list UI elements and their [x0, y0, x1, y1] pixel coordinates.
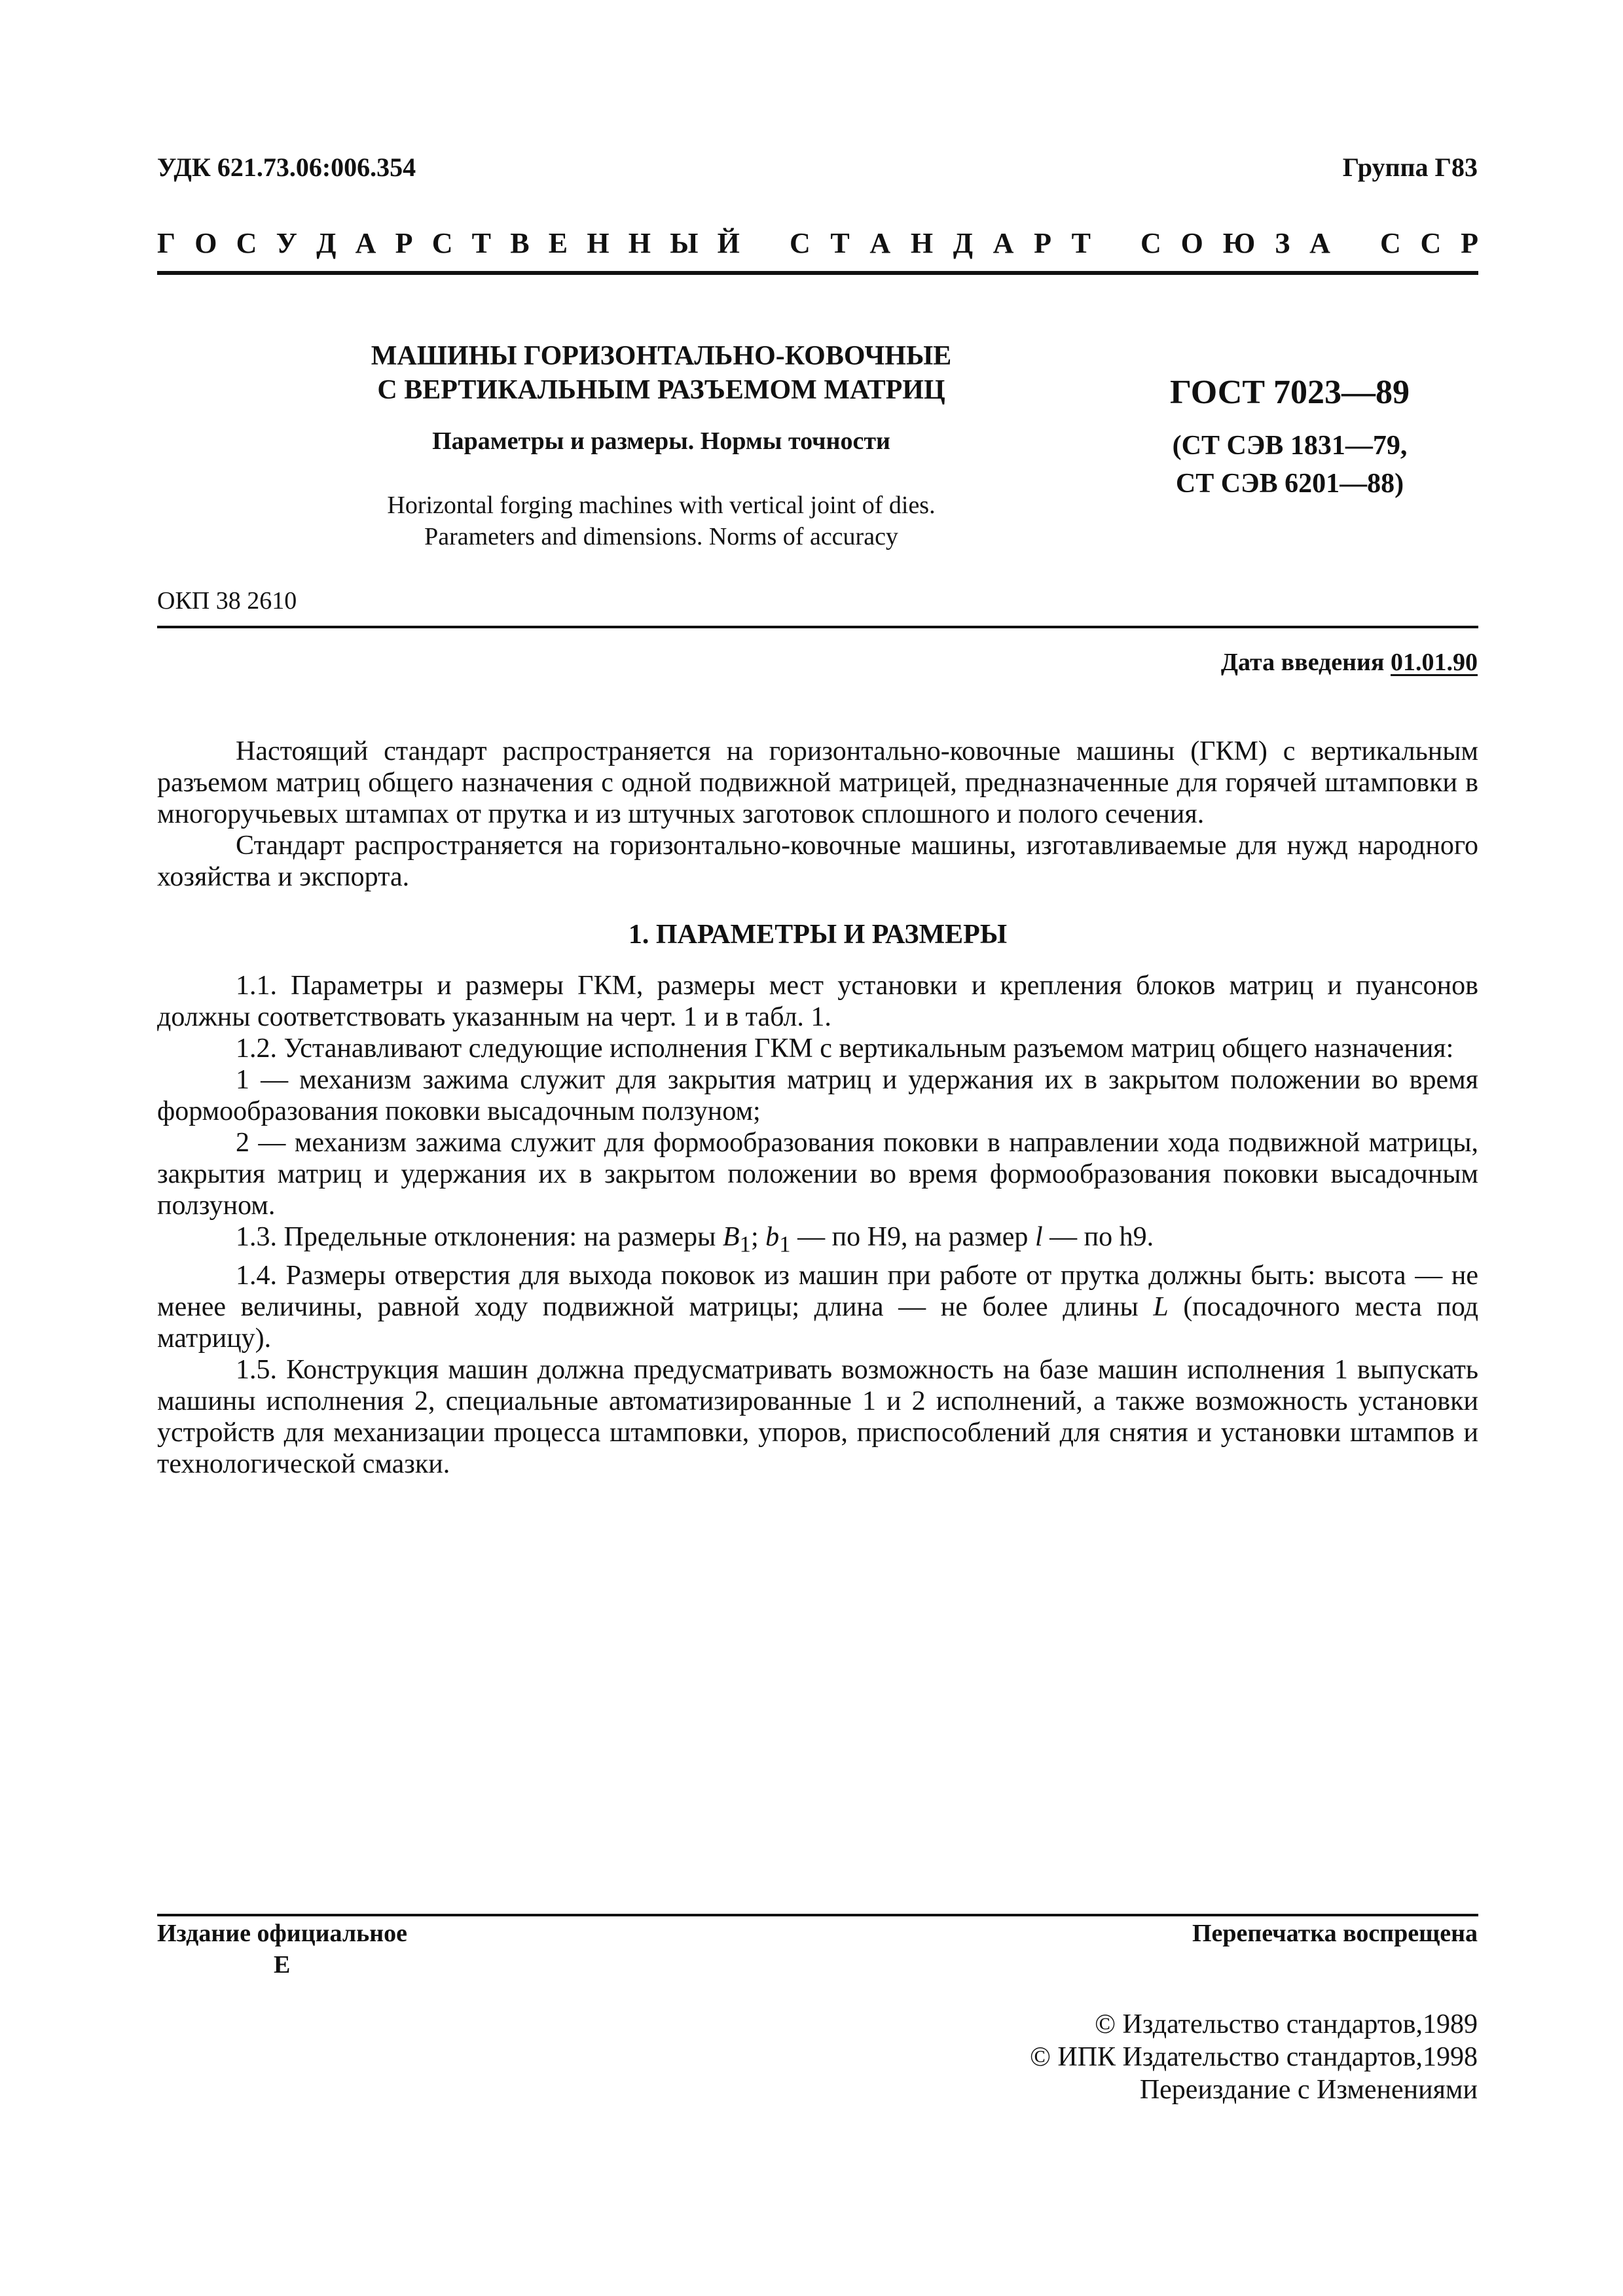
symbol-B: B: [722, 1222, 740, 1252]
reissue-note: Переиздание с Изменениями: [1139, 2075, 1478, 2105]
banner-letter: А: [993, 227, 1014, 259]
banner-letter: Р: [1034, 227, 1051, 259]
paragraph: 1.1. Параметры и размеры ГКМ, размеры мест установки и крепления блоков матриц и пуансонов должны соответствовать указанным на черт. 1 и в табл. 1.: [157, 971, 1478, 1032]
banner-letter: Н: [587, 227, 610, 259]
banner-letter: Т: [1071, 227, 1091, 259]
banner-letter: Д: [953, 227, 973, 259]
paragraph: [157, 1221, 1478, 1260]
banner-letter: З: [1275, 227, 1290, 259]
header-rule: [157, 626, 1478, 628]
copyright-line: © ИПК Издательство стандартов,1998: [1029, 2042, 1478, 2072]
standard-subtitle: Параметры и размеры. Нормы точности: [432, 427, 890, 455]
banner-rule: [157, 271, 1478, 275]
banner-word: [1140, 226, 1330, 260]
st-sev-references: [1106, 427, 1473, 503]
udk-code: УДК 621.73.06:006.354: [157, 152, 416, 182]
list-item: 2 — механизм зажима служит для формообразования поковки в направлении хода подвижной матрицы, закрытия матриц и удержания их в закрытом положении во время формообразования поковки высадочным ползуном.: [157, 1128, 1478, 1221]
banner-letter: А: [869, 227, 891, 259]
banner-letter: У: [276, 227, 297, 259]
banner-letter: О: [194, 227, 217, 259]
symbol-l: l: [1034, 1222, 1043, 1252]
paragraph: Настоящий стандарт распространяется на горизонтально-ковочные машины (ГКМ) с вертикальным разъемом матриц общего назначения с одной подвижной матрицей, предназначенные для горячей штамповки в многоручьевых штампах от прутка и из штучных заготовок сплошного и полого сечения.: [157, 736, 1478, 829]
banner-letter: Н: [628, 227, 651, 259]
banner-letter: Д: [316, 227, 337, 259]
okp-code: ОКП 38 2610: [157, 587, 297, 615]
text-run: — по H9, на размер: [790, 1222, 1035, 1252]
symbol-L: L: [1153, 1292, 1169, 1323]
english-title-line: Horizontal forging machines with vertical joint of dies.: [387, 492, 936, 519]
banner-letter: О: [1180, 227, 1203, 259]
banner-letter: С: [1380, 227, 1401, 259]
banner-letter: А: [1309, 227, 1330, 259]
title-line: С ВЕРТИКАЛЬНЫМ РАЗЪЕМОМ МАТРИЦ: [377, 375, 945, 405]
state-standard-banner: [157, 226, 1478, 260]
group-code: Группа Г83: [1342, 152, 1478, 182]
banner-letter: А: [355, 227, 376, 259]
text-run: — по h9.: [1042, 1222, 1154, 1252]
list-item: 1 — механизм зажима служит для закрытия матриц и удержания их в закрытом положении во время формообразования поковки высадочным ползуном;: [157, 1065, 1478, 1126]
standard-title: [236, 339, 1087, 407]
banner-word: [1380, 226, 1478, 260]
banner-letter: С: [1140, 227, 1161, 259]
paragraph: 1.5. Конструкция машин должна предусматривать возможность на базе машин исполнения 1 выпускать машины исполнения 2, специальные автоматизированные 1 и 2 исполнений, а также возможность установки устройств для механизации процесса штамповки, упоров, приспособлений для снятия и установки штампов и технологической смазки.: [157, 1355, 1478, 1480]
banner-letter: С: [1420, 227, 1442, 259]
banner-letter: Т: [471, 227, 492, 259]
text-run: 1.4. Размеры отверстия для выхода поковок из машин при работе от прутка должны быть: высота — не менее величины, равной ходу подвижной матрицы; длина — не более длины: [157, 1261, 1478, 1323]
text-run: 1.3. Предельные отклонения: на размеры: [236, 1222, 723, 1252]
banner-letter: Ю: [1222, 227, 1256, 259]
banner-letter: Т: [830, 227, 850, 259]
st-sev-line: СТ СЭВ 6201—88): [1175, 469, 1404, 499]
english-title-line: Parameters and dimensions. Norms of accuracy: [424, 523, 898, 550]
banner-letter: С: [236, 227, 257, 259]
st-sev-line: (СТ СЭВ 1831—79,: [1172, 431, 1408, 461]
banner-letter: Ы: [670, 227, 699, 259]
text-run: ;: [750, 1222, 766, 1252]
banner-word: [790, 226, 1091, 260]
banner-letter: Н: [910, 227, 934, 259]
banner-letter: Г: [157, 227, 175, 259]
paragraph: 1.2. Устанавливают следующие исполнения ГКМ с вертикальным разъемом матриц общего назначения:: [236, 1033, 1454, 1064]
banner-letter: Е: [548, 227, 568, 259]
edition-letter: Е: [274, 1951, 291, 1979]
symbol-b: b: [765, 1222, 780, 1252]
introduction-date-value: 01.01.90: [1391, 649, 1478, 676]
subscript: 1: [779, 1231, 791, 1257]
paragraph: Стандарт распространяется на горизонтально-ковочные машины, изготавливаемые для нужд народного хозяйства и экспорта.: [157, 831, 1478, 892]
banner-letter: Й: [717, 227, 740, 259]
text-run: (посадочного места под матрицу).: [157, 1292, 1478, 1354]
banner-letter: С: [790, 227, 811, 259]
copyright-line: © Издательство стандартов,1989: [1095, 2009, 1478, 2039]
banner-letter: В: [510, 227, 530, 259]
footer-rule: [157, 1914, 1478, 1916]
document-body: [157, 736, 1478, 1480]
subscript: 1: [739, 1231, 751, 1257]
reprint-notice: Перепечатка воспрещена: [1192, 1920, 1478, 1947]
introduction-date-label: Дата введения: [1220, 649, 1385, 676]
introduction-date: [1221, 648, 1478, 677]
gost-number: ГОСТ 7023—89: [1169, 374, 1410, 411]
english-title: [236, 490, 1087, 552]
official-edition: Издание официальное: [157, 1920, 408, 1947]
banner-word: [157, 226, 740, 260]
title-line: МАШИНЫ ГОРИЗОНТАЛЬНО-КОВОЧНЫЕ: [371, 341, 952, 371]
section-heading: 1. ПАРАМЕТРЫ И РАЗМЕРЫ: [628, 920, 1008, 950]
banner-letter: С: [431, 227, 453, 259]
copyright-block: [1030, 2008, 1478, 2106]
banner-letter: Р: [395, 227, 413, 259]
paragraph: [157, 1260, 1478, 1354]
banner-letter: Р: [1461, 227, 1478, 259]
